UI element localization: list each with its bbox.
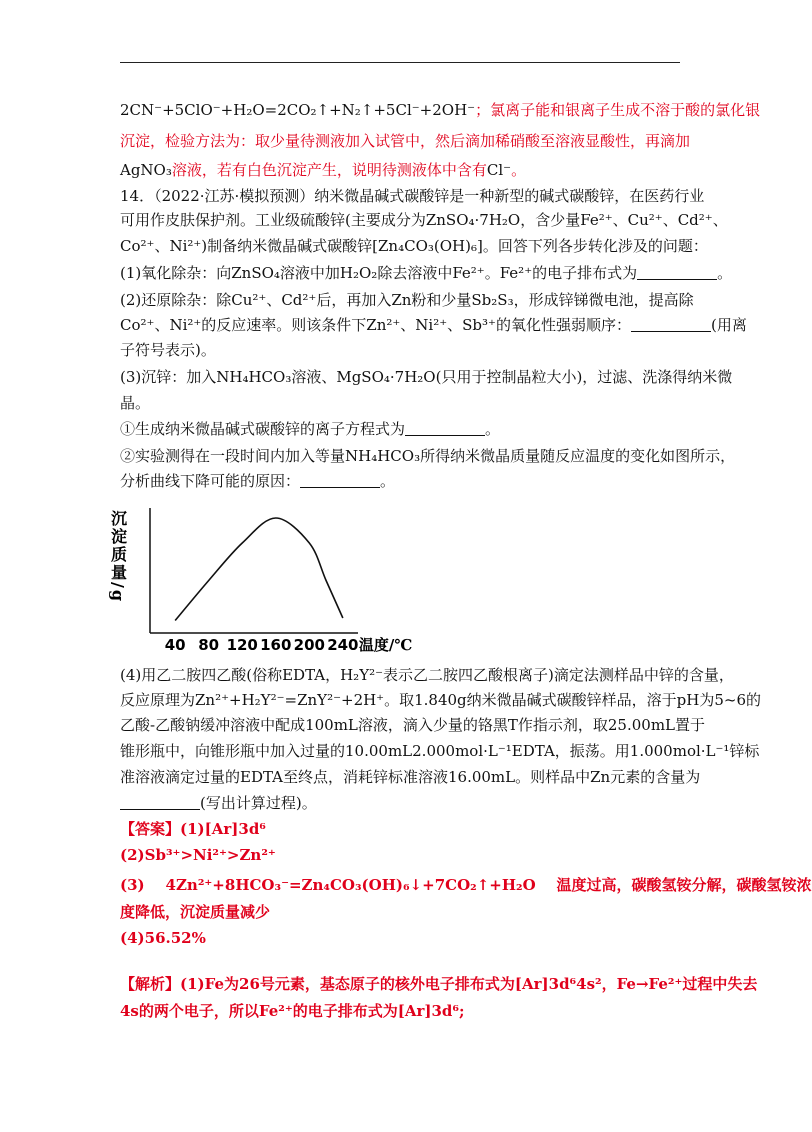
top-red-period: 。 <box>511 161 527 179</box>
part-3-line-3: ①生成纳米微晶碱式碳酸锌的离子方程式为 。 <box>120 420 501 438</box>
part-2-line-2: Co²⁺、Ni²⁺的反应速率。则该条件下Zn²⁺、Ni²⁺、Sb³⁺的氧化性强弱顺序： (用离 <box>120 316 747 334</box>
answer-blank-4 <box>300 473 380 488</box>
top-red-text-3: 溶液，若有白色沉淀产生，说明待测液体中含有 <box>171 161 487 179</box>
answer-line-2: (2)Sb³⁺>Ni²⁺>Zn²⁺ <box>120 846 276 864</box>
part-1: (1)氧化除杂：向ZnSO₄溶液中加H₂O₂除去溶液中Fe²⁺。Fe²⁺的电子排布式为 。 <box>120 264 733 282</box>
part-3-line-1: (3)沉锌：加入NH₄HCO₃溶液、MgSO₄·7H₂O(只用于控制晶粒大小)，过滤、洗涤得纳米微 <box>120 368 733 386</box>
top-line-1 <box>120 100 760 120</box>
answer-line-1: 【答案】(1)[Ar]3d⁶ <box>120 820 266 838</box>
answer-line-3: (3) 4Zn²⁺+8HCO₃⁻=Zn₄CO₃(OH)₆↓+7CO₂↑+H₂O 温度过高，碳酸氢铵分解，碳酸氢铵浓 <box>120 876 812 894</box>
answer-tag: 【答案】 <box>120 820 181 838</box>
top-line-2: 沉淀，检验方法为：取少量待测液加入试管中，然后滴加稀硝酸至溶液显酸性，再滴加 <box>120 132 691 150</box>
answer-blank-5 <box>120 795 200 810</box>
analysis-tag: 【解析】 <box>120 975 181 993</box>
part-4-line-2: 反应原理为Zn²⁺+H₂Y²⁻=ZnY²⁻+2H⁺。取1.840g纳米微晶碱式碳酸锌样品，溶于pH为5~6的 <box>120 691 761 709</box>
question-line-1: 14．（2022·江苏·模拟预测）纳米微晶碱式碳酸锌是一种新型的碱式碳酸锌，在医药行业 <box>120 187 705 205</box>
analysis-line-1: 【解析】(1)Fe为26号元素，基态原子的核外电子排布式为[Ar]3d⁶4s²，Fe→Fe²⁺过程中失去 <box>120 975 758 993</box>
agno3-text: AgNO₃ <box>120 161 172 179</box>
part-2-line-3: 子符号表示)。 <box>120 341 216 359</box>
top-red-text-1: ；氯离子能和银离子生成不溶于酸的氯化银 <box>475 101 761 119</box>
answer-blank-2 <box>631 317 711 332</box>
answer-blank-3 <box>405 421 485 436</box>
part-3-line-5: 分析曲线下降可能的原因： 。 <box>120 472 396 490</box>
answer-line-4: 度降低，沉淀质量减少 <box>120 903 271 921</box>
analysis-line-2: 4s的两个电子，所以Fe²⁺的电子排布式为[Ar]3d⁶; <box>120 1002 465 1020</box>
question-line-2: 可用作皮肤保护剂。工业级硫酸锌(主要成分为ZnSO₄·7H₂O，含少量Fe²⁺、Cu²⁺、Cd²⁺、 <box>120 211 728 229</box>
x-tick-label: 120 <box>226 636 258 654</box>
x-tick-label: 200 <box>293 636 325 654</box>
answer-blank-1 <box>637 265 717 280</box>
part-3-line-2: 晶。 <box>120 394 151 412</box>
precipitate-mass-chart <box>108 490 413 665</box>
x-axis-label: 温度/℃ <box>358 636 413 654</box>
header-rule <box>120 62 680 63</box>
part-4-line-1: (4)用乙二胺四乙酸(俗称EDTA，H₂Y²⁻表示乙二胺四乙酸根离子)滴定法测样品中锌的含量， <box>120 666 734 684</box>
part-4-line-6: (写出计算过程)。 <box>120 793 317 813</box>
part-4-line-5: 准溶液滴定过量的EDTA至终点，消耗锌标准溶液16.00mL。则样品中Zn元素的含量为 <box>120 768 701 786</box>
x-tick-label: 240 <box>327 636 359 654</box>
part-2-line-1: (2)还原除杂：除Cu²⁺、Cd²⁺后，再加入Zn粉和少量Sb₂S₃，形成锌锑微电池，提高除 <box>120 291 694 309</box>
answer-line-5: (4)56.52% <box>120 929 206 947</box>
part-4-line-4: 锥形瓶中，向锥形瓶中加入过量的10.00mL2.000mol·L⁻¹EDTA，振荡。用1.000mol·L⁻¹锌标 <box>120 742 760 760</box>
x-tick-label: 80 <box>198 636 220 654</box>
x-tick-label: 160 <box>260 636 292 654</box>
series-line <box>175 518 343 621</box>
top-equation: 2CN⁻+5ClO⁻+H₂O=2CO₂↑+N₂↑+5Cl⁻+2OH⁻ <box>120 101 476 119</box>
part-3-line-4: ②实验测得在一段时间内加入等量NH₄HCO₃所得纳米微晶质量随反应温度的变化如图所示， <box>120 447 736 465</box>
question-line-3: Co²⁺、Ni²⁺)制备纳米微晶碱式碳酸锌[Zn₄CO₃(OH)₆]。回答下列各步转化涉及的问题： <box>120 237 708 255</box>
x-tick-label: 40 <box>164 636 186 654</box>
part-4-line-3: 乙酸-乙酸钠缓冲溶液中配成100mL溶液，滴入少量的铬黑T作指示剂，取25.00mL置于 <box>120 716 706 734</box>
y-axis-label: 沉淀质量/g <box>108 510 128 604</box>
cl-text: Cl⁻ <box>486 161 512 179</box>
top-line-3 <box>120 160 526 180</box>
